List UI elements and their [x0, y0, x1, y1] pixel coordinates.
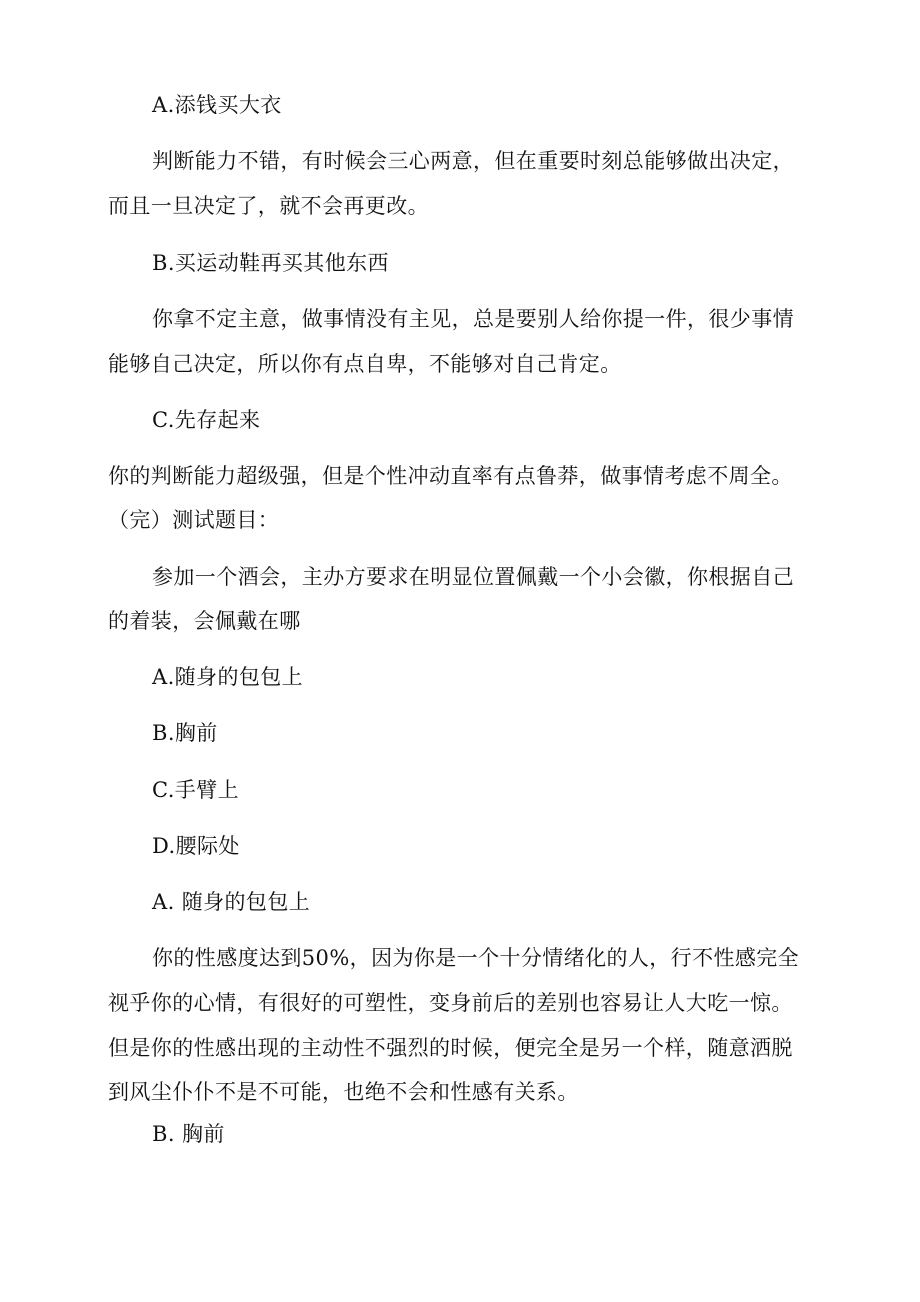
- answer-a-line-2: 而且一旦决定了，就不会再更改。: [108, 194, 429, 218]
- choice-b: B.胸前: [152, 721, 218, 745]
- option-a-coat: A.添钱买大衣: [152, 93, 282, 117]
- question-line-1: 参加一个酒会，主办方要求在明显位置佩戴一个小会徽，你根据自己: [152, 565, 794, 589]
- answer-heading-b: B. 胸前: [152, 1122, 225, 1146]
- option-c-save: C.先存起来: [152, 408, 261, 432]
- answer-heading-a: A. 随身的包包上: [152, 890, 311, 914]
- answer-a-text-line-4: 到风尘仆仆不是不可能，也绝不会和性感有关系。: [108, 1080, 579, 1104]
- answer-c-line-1: 你的判断能力超级强，但是个性冲动直率有点鲁莽，做事情考虑不周全。: [108, 464, 793, 488]
- choice-a: A.随身的包包上: [152, 665, 304, 689]
- answer-a-text-line-3: 但是你的性感出现的主动性不强烈的时候，便完全是另一个样，随意洒脱: [108, 1036, 793, 1060]
- answer-a-text-line-1: 你的性感度达到50%，因为你是一个十分情绪化的人，行不性感完全: [152, 946, 800, 970]
- section-heading: （完）测试题目：: [108, 508, 280, 532]
- choice-d: D.腰际处: [152, 834, 240, 858]
- answer-b-line-2: 能够自己决定，所以你有点自卑，不能够对自己肯定。: [108, 352, 622, 376]
- answer-b-line-1: 你拿不定主意，做事情没有主见，总是要别人给你提一件，很少事情: [152, 307, 794, 331]
- option-b-shoes: B.买运动鞋再买其他东西: [152, 251, 389, 275]
- answer-a-line-1: 判断能力不错，有时候会三心两意，但在重要时刻总能够做出决定，: [152, 149, 794, 173]
- answer-a-text-line-2: 视乎你的心情，有很好的可塑性，变身前后的差别也容易让人大吃一惊。: [108, 991, 793, 1015]
- choice-c: C.手臂上: [152, 778, 239, 802]
- question-line-2: 的着装，会佩戴在哪: [108, 609, 301, 633]
